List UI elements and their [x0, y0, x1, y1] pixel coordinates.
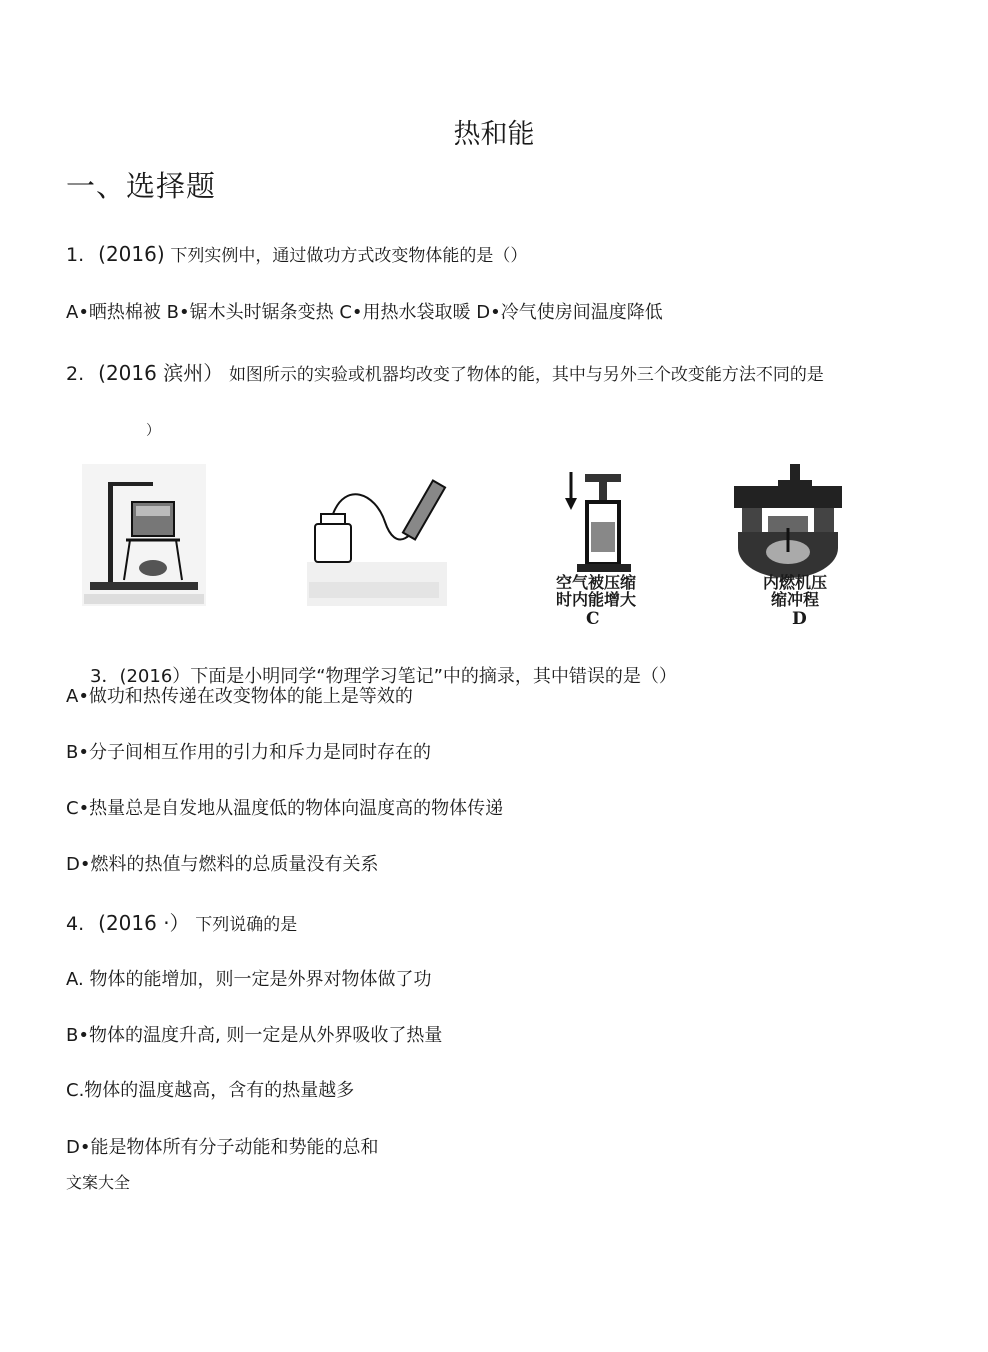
question-4-option-c: C.物体的温度越高，含有的热量越多 — [66, 1080, 355, 1101]
question-year: (2016) — [98, 242, 165, 266]
question-number: 1. — [66, 244, 85, 266]
closing-paren: ） — [146, 423, 160, 439]
question-stem: 下列说确的是 — [195, 915, 298, 935]
figure-c-compression-cylinder — [555, 462, 665, 582]
question-1-options: A•晒热棉被 B•锯木头时锯条变热 C•用热水袋取暖 D•冷气使房间温度降低 — [66, 302, 663, 323]
question-year: (2016 滨州） — [98, 361, 224, 385]
page-title: 热和能 — [453, 119, 535, 150]
section-heading: 一、选择题 — [66, 169, 217, 203]
question-4 — [66, 907, 297, 936]
question-3-stem: 3．(2016）下面是小明同学“物理学习笔记”中的摘录，其中错误的是（） — [90, 666, 677, 687]
figure-c-letter: C — [586, 609, 600, 629]
figure-c-caption — [548, 574, 644, 608]
question-3-option-c: C•热量总是自发地从温度低的物体向温度高的物体传递 — [66, 798, 504, 819]
figure-b-bottle-pump — [305, 462, 465, 612]
question-3-option-b: B•分子间相互作用的引力和斥力是同时存在的 — [66, 742, 431, 763]
question-1 — [66, 241, 527, 266]
question-3-option-a: A•做功和热传递在改变物体的能上是等效的 — [66, 686, 413, 707]
figure-d-engine-cylinder — [728, 462, 848, 582]
page-footer: 文案大全 — [66, 1173, 131, 1192]
figure-d-caption — [740, 574, 850, 608]
figure-d-letter: D — [792, 609, 807, 629]
question-4-option-d: D•能是物体所有分子动能和势能的总和 — [66, 1137, 379, 1158]
question-stem: 下列实例中，通过做功方式改变物体能的是（） — [170, 246, 528, 266]
question-4-option-a: A. 物体的能增加，则一定是外界对物体做了功 — [66, 969, 432, 990]
question-4-option-b: B•物体的温度升高, 则一定是从外界吸收了热量 — [66, 1025, 443, 1046]
question-3-option-d: D•燃料的热值与燃料的总质量没有关系 — [66, 854, 379, 875]
question-number: 2. — [66, 363, 85, 385]
question-number: 4. — [66, 913, 85, 935]
figure-d-caption-line-2: 缩冲程 — [770, 590, 819, 609]
figure-c-caption-line-1: 空气被压缩 — [555, 573, 636, 592]
question-year: (2016 ·） — [98, 911, 190, 935]
figure-a-heating-stand — [80, 462, 210, 612]
figure-d-caption-line-1: 内燃机压 — [762, 573, 827, 592]
question-2 — [66, 357, 824, 386]
figure-c-caption-line-2: 时内能增大 — [555, 590, 636, 609]
question-stem: 如图所示的实验或机器均改变了物体的能，其中与另外三个改变能方法不同的是 — [228, 365, 824, 385]
